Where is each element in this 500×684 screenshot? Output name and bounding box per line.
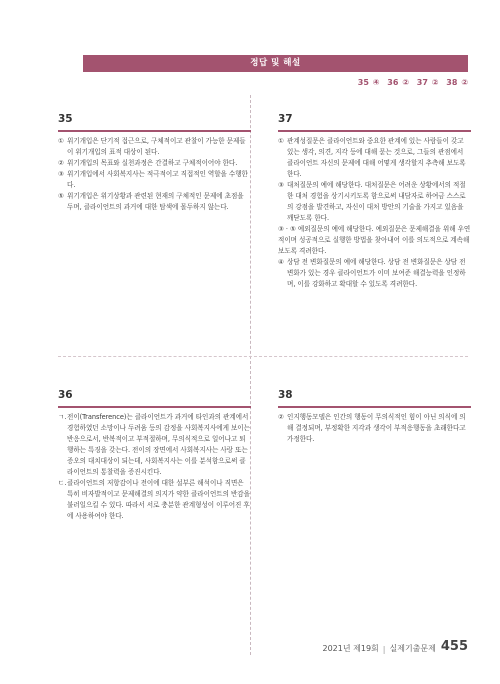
explanation-list: [58, 412, 251, 522]
answer-35: 35 ④: [357, 78, 380, 87]
list-item: [58, 478, 251, 522]
answer-key-header: [83, 55, 468, 72]
answer-summary: [354, 78, 468, 87]
item-marker: ㄷ.: [58, 479, 67, 487]
item-marker: ⑤: [58, 192, 64, 200]
answer-37: 37 ②: [416, 78, 439, 87]
item-marker: ①: [278, 137, 284, 145]
question-number: 38: [278, 389, 293, 401]
question-38-explanation: [278, 389, 471, 445]
item-text: 대처질문의 예에 해당한다. 대처질문은 어려운 상황에서의 적절한 대처 경험을 상기시키도록 함으로써 내담자로 하여금 스스로의 강점을 발견하고, 자신이 대처 방안의 기술을 가지고 있음을 깨닫도록 한다.: [287, 181, 466, 222]
item-marker: ②: [58, 159, 64, 167]
item-text: 상담 전 변화질문의 예에 해당한다. 상담 전 변화질문은 상담 전 변화가 있는 경우 클라이언트가 이미 보여준 해결능력을 인정하며, 이를 강화하고 확대할 수 있도록 격려한다.: [287, 258, 466, 288]
header-title: 정답 및 해설: [250, 58, 301, 68]
item-marker: ②: [278, 413, 284, 421]
footer-separator: |: [382, 645, 386, 654]
footer-exam: 2021년 제19회: [322, 644, 379, 653]
item-text: 관계성질문은 클라이언트와 중요한 관계에 있는 사람들이 갖고 있는 생각, 의견, 지각 등에 대해 묻는 것으로, 그들의 관점에서 클라이언트 자신의 문제에 대해 어떻게 생각할지 추측해 보도록 한다.: [287, 137, 466, 178]
explanation-list: [278, 136, 471, 290]
question-number: 36: [58, 389, 73, 401]
question-37-explanation: [278, 113, 471, 290]
explanation-list: [278, 412, 471, 445]
page-number: 455: [440, 639, 468, 654]
list-item: [278, 136, 471, 180]
answer-36: 36 ②: [387, 78, 409, 87]
item-text: 위기개입은 단기적 접근으로, 구체적이고 관찰이 가능한 문제들이 위기개입의 표적 대상이 된다.: [67, 137, 246, 156]
item-marker: ③: [278, 181, 284, 189]
list-item: [58, 191, 251, 213]
item-text: 예외질문의 예에 해당한다. 예외질문은 문제해결을 위해 우연적이며 성공적으로 실행한 방법을 찾아내어 이를 의도적으로 계속해 보도록 격려한다.: [278, 225, 471, 255]
list-item: [278, 180, 471, 224]
item-marker: ④: [278, 258, 284, 266]
list-item: [58, 136, 251, 158]
question-rule: [58, 406, 251, 408]
list-item: [58, 158, 251, 169]
question-rule: [278, 130, 471, 132]
page-footer: [323, 636, 469, 654]
list-item: [278, 412, 471, 445]
question-rule: [278, 406, 471, 408]
answer-38: 38 ②: [446, 78, 468, 87]
item-text: 인지행동모델은 인간의 행동이 무의식적인 힘이 아닌 의식에 의해 결정되며, 부정확한 지각과 생각이 부적응행동을 초래한다고 가정한다.: [287, 413, 466, 443]
question-36-explanation: [58, 389, 251, 522]
item-text: 위기개입에서 사회복지사는 적극적이고 직접적인 역할을 수행한다.: [67, 170, 248, 189]
list-item: [58, 412, 251, 478]
list-item: [58, 169, 251, 191]
row-divider: [58, 356, 468, 357]
item-marker: ㄱ.: [58, 413, 67, 421]
item-text: 전이(Transference)는 클라이언트가 과거에 타인과의 관계에서 경험하였던 소망이나 두려움 등의 감정을 사회복지사에게 보이는 반응으로서, 반복적이고 부적절하며, 무의식적으로 일어나고 퇴행하는 특징을 갖는다. 전이의 장면에서 사회복지사는 사랑 또는 증오의 대치대상이 되는데, 사회복지사는 이를 분석함으로써 클라이언트의 통찰력을 증진시킨다.: [67, 413, 250, 476]
list-item: [278, 257, 471, 290]
question-number: 35: [58, 113, 73, 125]
question-35-explanation: [58, 113, 251, 213]
item-text: 위기개입은 위기상황과 관련된 현재의 구체적인 문제에 초점을 두며, 클라이언트의 과거에 대한 탐색에 몰두하지 않는다.: [67, 192, 244, 211]
item-marker: ③ · ⑤: [278, 225, 296, 233]
question-number: 37: [278, 113, 293, 125]
explanation-list: [58, 136, 251, 213]
footer-section: 실제기출문제: [389, 644, 436, 653]
item-marker: ①: [58, 137, 64, 145]
item-text: 위기개입의 목표와 실천과정은 간결하고 구체적이어야 한다.: [67, 159, 238, 167]
item-marker: ③: [58, 170, 64, 178]
list-item: [278, 224, 471, 257]
item-text: 클라이언트의 저항감이나 전이에 대한 설부른 해석이나 직면은 특히 비자발적이고 문제해결의 의지가 약한 클라이언트의 반감을 불러일으킬 수 있다. 따라서 서로 충분한 관계형성이 이루어진 후에 사용하여야 한다.: [67, 479, 250, 520]
question-rule: [58, 130, 251, 132]
